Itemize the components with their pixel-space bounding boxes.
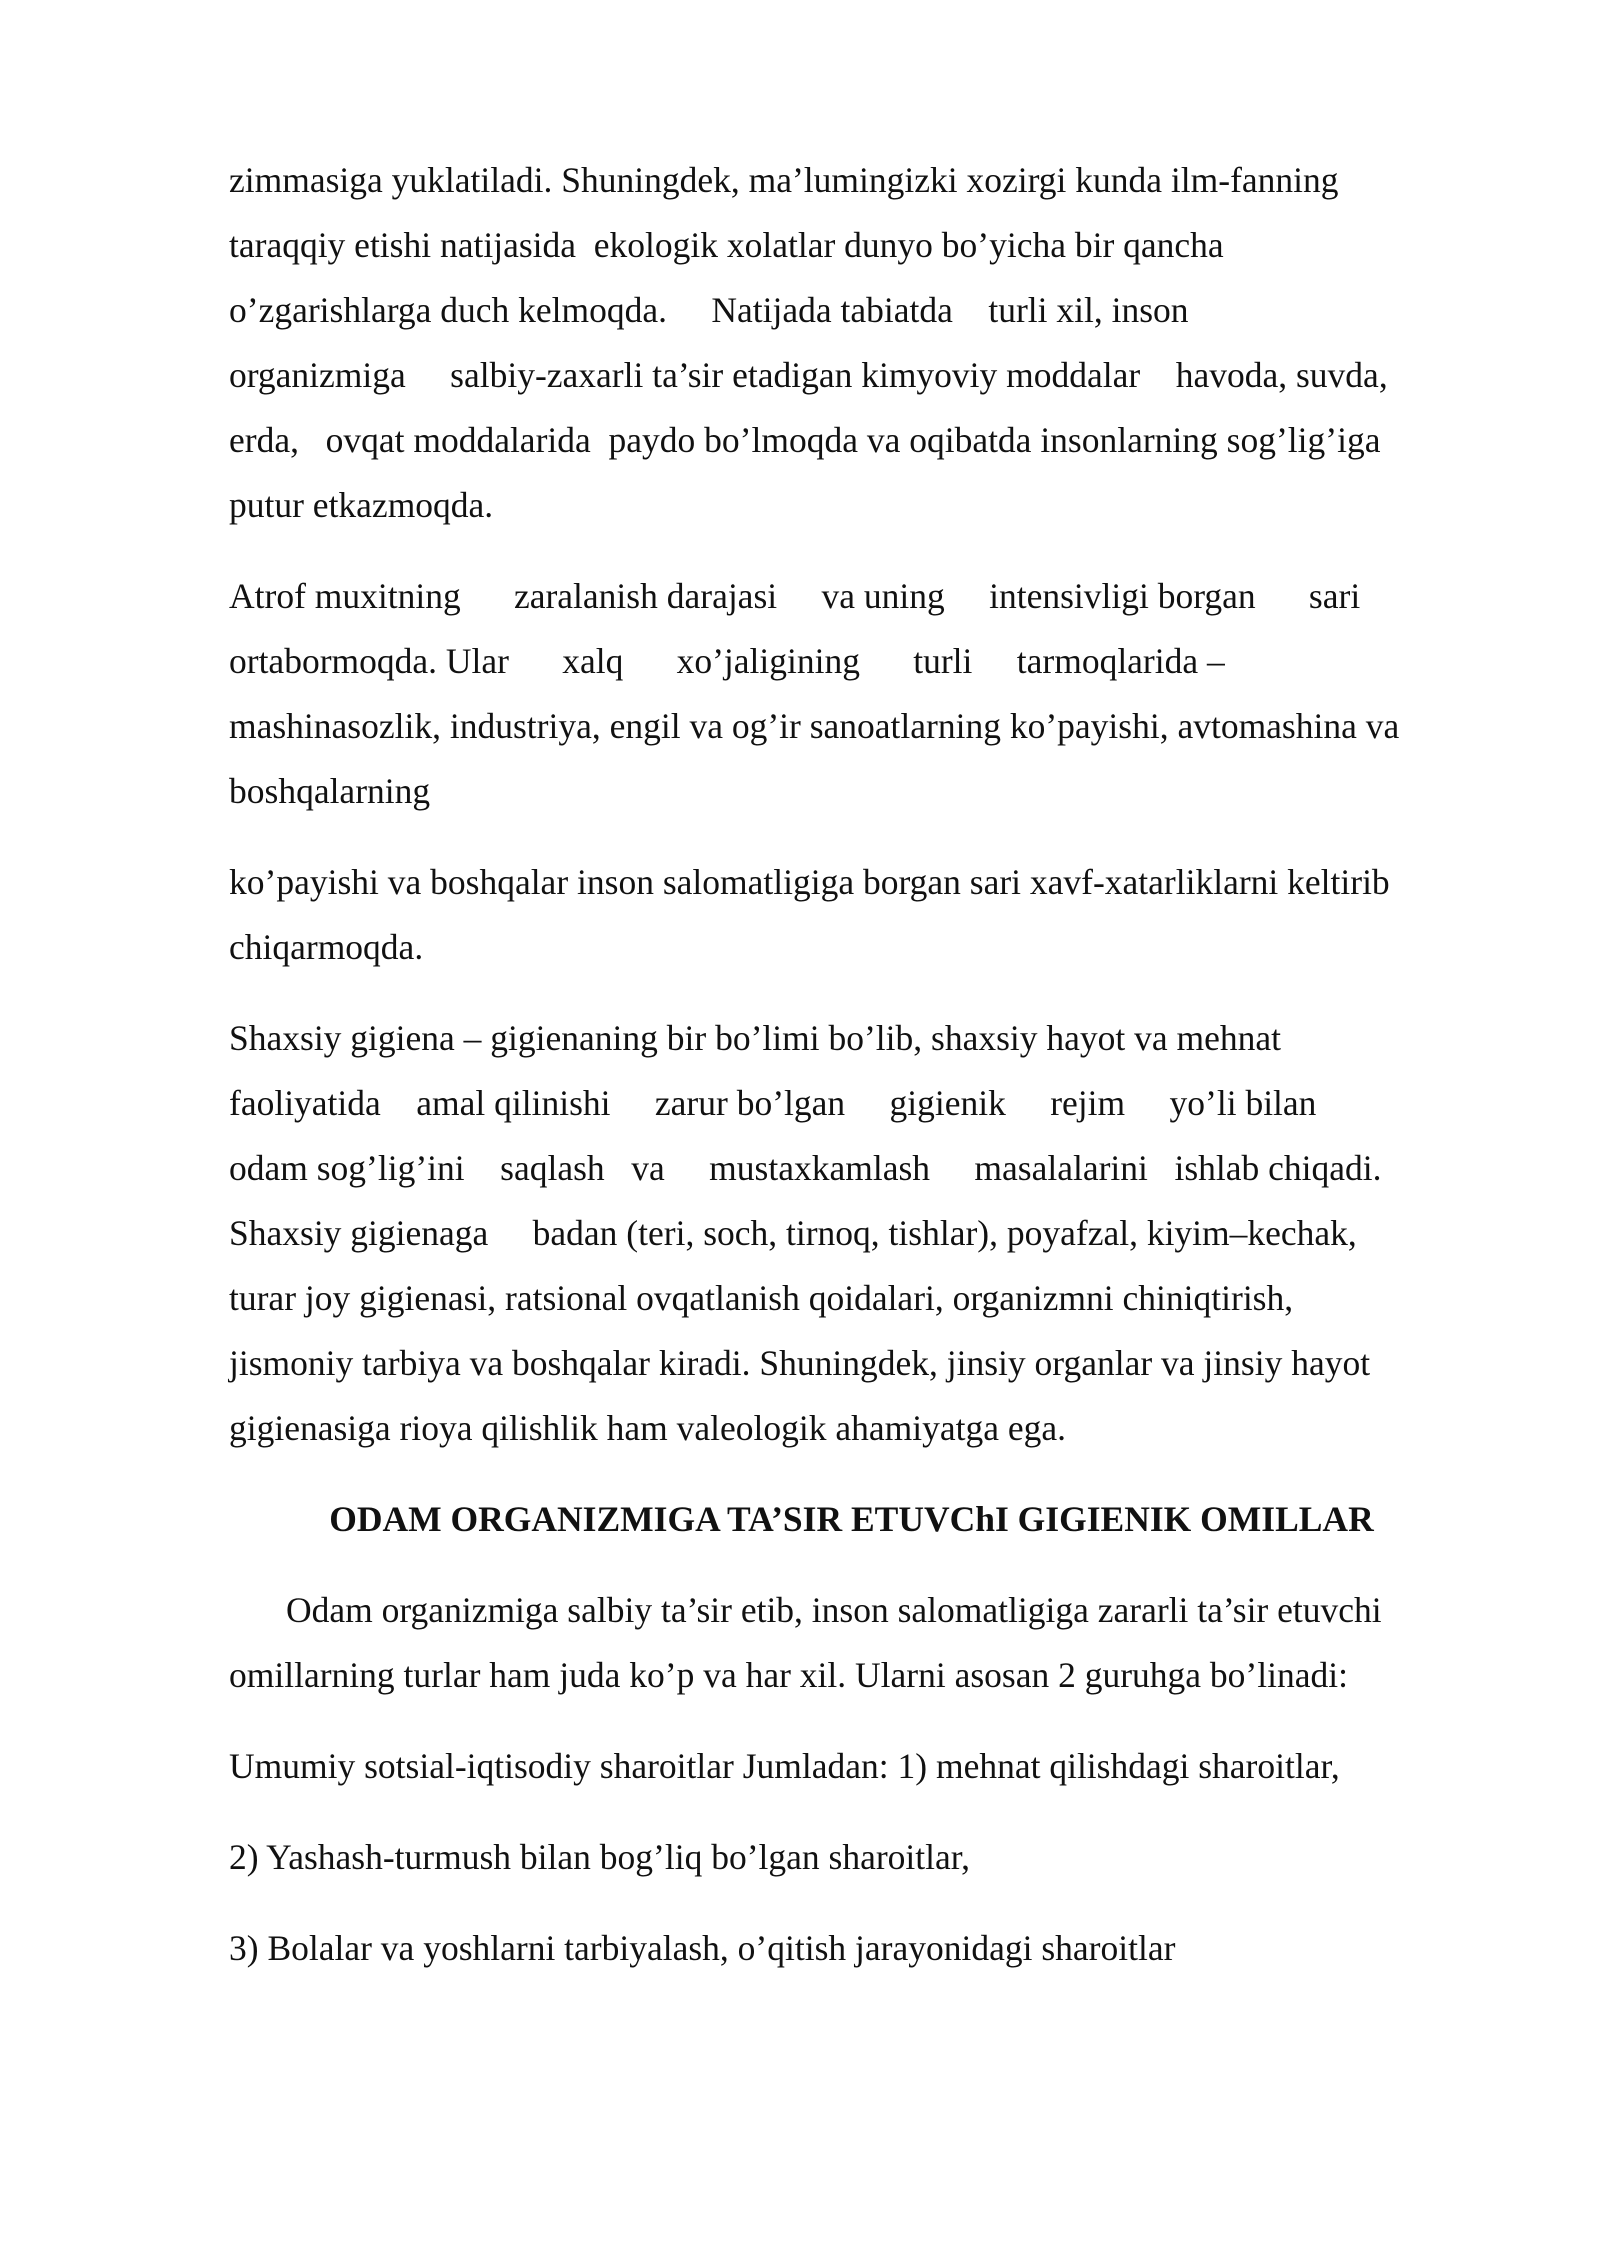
paragraph-danger	[229, 850, 1474, 980]
paragraph-gap	[229, 980, 1474, 1006]
text-line: Atrof muxitning zaralanish darajasi va uning intensivligi borgan sari	[229, 576, 1361, 616]
text-line: jismoniy tarbiya va boshqalar kiradi. Shuningdek, jinsiy organlar va jinsiy hayot	[229, 1343, 1371, 1383]
list-item: 3) Bolalar va yoshlarni tarbiyalash, o’qitish jarayonidagi sharoitlar	[229, 1928, 1176, 1968]
text-line: chiqarmoqda.	[229, 927, 424, 967]
paragraph-ecology	[229, 148, 1474, 538]
text-line: o’zgarishlarga duch kelmoqda. Natijada tabiatda turli xil, inson	[229, 290, 1189, 330]
text-line: faoliyatida amal qilinishi zarur bo’lgan gigienik rejim yo’li bilan	[229, 1083, 1317, 1123]
paragraph-gap	[229, 1708, 1474, 1734]
text-line: odam sog’lig’ini saqlash va mustaxkamlash masalalarini ishlab chiqadi.	[229, 1148, 1382, 1188]
text-line: gigienasiga rioya qilishlik ham valeologik ahamiyatga ega.	[229, 1408, 1066, 1448]
paragraph-gap	[229, 1461, 1474, 1487]
paragraph-gap	[229, 824, 1474, 850]
text-line: zimmasiga yuklatiladi. Shuningdek, ma’lumingizki xozirgi kunda ilm-fanning	[229, 160, 1339, 200]
paragraph-personal-hygiene	[229, 1006, 1474, 1461]
text-line: ko’payishi va boshqalar inson salomatligiga borgan sari xavf-xatarliklarni keltirib	[229, 862, 1390, 902]
text-line: ortabormoqda. Ular xalq xo’jaligining turli tarmoqlarida –	[229, 641, 1225, 681]
text-line: erda, ovqat moddalarida paydo bo’lmoqda va oqibatda insonlarning sog’lig’iga	[229, 420, 1381, 460]
text-line: Odam organizmiga salbiy ta’sir etib, inson salomatligiga zararli ta’sir etuvchi	[286, 1590, 1382, 1630]
paragraph-gap	[229, 1799, 1474, 1825]
text-line: mashinasozlik, industriya, engil va og’ir sanoatlarning ko’payishi, avtomashina va	[229, 706, 1400, 746]
text-line: turar joy gigienasi, ratsional ovqatlanish qoidalari, organizmni chiniqtirish,	[229, 1278, 1294, 1318]
list-item: 2) Yashash-turmush bilan bog’liq bo’lgan sharoitlar,	[229, 1837, 971, 1877]
paragraph-pollution	[229, 564, 1474, 824]
paragraph-intro	[229, 1578, 1474, 1708]
text-line: putur etkazmoqda.	[229, 485, 494, 525]
text-line: organizmiga salbiy-zaxarli ta’sir etadigan kimyoviy moddalar havoda, suvda,	[229, 355, 1388, 395]
list-item: Umumiy sotsial-iqtisodiy sharoitlar Jumladan: 1) mehnat qilishdagi sharoitlar,	[229, 1746, 1340, 1786]
text-line: Shaxsiy gigiena – gigienaning bir bo’limi bo’lib, shaxsiy hayot va mehnat	[229, 1018, 1282, 1058]
text-line: boshqalarning	[229, 771, 431, 811]
text-line: Shaxsiy gigienaga badan (teri, soch, tirnoq, tishlar), poyafzal, kiyim–kechak,	[229, 1213, 1357, 1253]
section-heading: ODAM ORGANIZMIGA TA’SIR ETUVChI GIGIENIK OMILLAR	[329, 1499, 1374, 1539]
text-line: omillarning turlar ham juda ko’p va har xil. Ularni asosan 2 guruhga bo’linadi:	[229, 1655, 1348, 1695]
document-body	[229, 148, 1474, 1981]
paragraph-gap	[229, 1890, 1474, 1916]
paragraph-gap	[229, 1552, 1474, 1578]
text-line: taraqqiy etishi natijasida ekologik xolatlar dunyo bo’yicha bir qancha	[229, 225, 1224, 265]
paragraph-gap	[229, 538, 1474, 564]
